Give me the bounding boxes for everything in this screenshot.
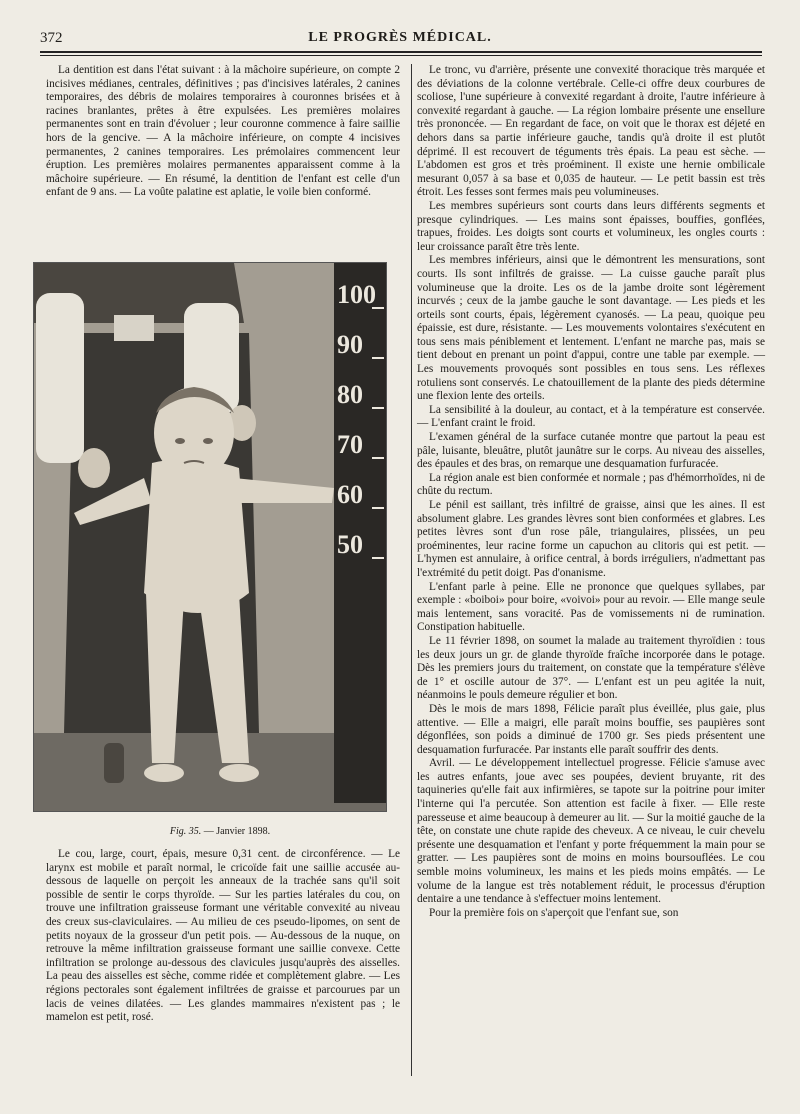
- column-divider: [411, 64, 412, 1076]
- scale-label: 90: [337, 330, 363, 359]
- right-column: [417, 64, 765, 920]
- page-header: [40, 30, 760, 50]
- page-number: 372: [40, 30, 63, 46]
- header-rule-thick: [40, 51, 762, 53]
- paragraph: Les membres inférieurs, ainsi que le démontrent les mensurations, sont courts. Ils sont infiltrés de graisse. — La cuisse gauche paraît plus volumineuse que la droite. Les os de la jambe droite sont légèrement incurvés ; ceux de la jambe gauche le sont davantage. — Les pieds et les orteils sont courts, épais, légèrement cyanosés. — La peau, quoique peu épaissie, est dure, résistante. — Les mouvements volontaires s'exécutent en tous sens mais péniblement et lentement. L'enfant ne marche pas, mais se tient debout en prenant un point d'appui, contre une table par exemple. — Les mouvements provoqués sont possibles en tous sens. Les réflexes rotuliens sont conservés. Le chatouillement de la plante des pieds détermine une flexion lente des orteils.: [417, 254, 765, 403]
- figure-photograph: [33, 262, 387, 812]
- paragraph: La sensibilité à la douleur, au contact, et à la température est conservée. — L'enfant craint le froid.: [417, 403, 765, 430]
- caption-text: — Janvier 1898.: [203, 826, 271, 837]
- paragraph: L'examen général de la surface cutanée montre que partout la peau est pâle, luisante, bleuâtre, plutôt jaunâtre sur le corps. Au niveau des aisselles, des épaules et des bras, on remarque une desquamation furfuracée.: [417, 431, 765, 471]
- paragraph: Dès le mois de mars 1898, Félicie paraît plus éveillée, plus gaie, plus attentive. — Elle a maigri, elle paraît moins bouffie, ses paupières sont dégonflées, son poids a diminué de 1700 gr. Ses pieds présentent une desquamation furfuracée. Par instants elle paraît souffrir des dents.: [417, 702, 765, 756]
- paragraph: Le tronc, vu d'arrière, présente une convexité thoracique très marquée et des déviations de la colonne vertébrale. Celle-ci offre deux courbures de scoliose, l'une supérieure à convexité regardant à droite, l'autre inférieure à convexité regardant à gauche. — La région lombaire présente une ensellure très prononcée. — En regardant de face, on voit que le thorax est déjeté en dehors dans sa partie inférieure gauche, tandis qu'à droite il est plutôt déprimé. Il est recouvert de téguments très épais. La peau est sèche. — L'abdomen est gros et très proéminent. Il existe une hernie ombilicale mesurant 0,057 à sa base et 0,035 de hauteur. — Le petit bassin est très étroit. Les fesses sont fermes mais peu volumineuses.: [417, 64, 765, 199]
- figure-caption: [40, 826, 400, 837]
- caption-number: Fig. 35.: [169, 826, 202, 837]
- paragraph: Avril. — Le développement intellectuel progresse. Félicie s'amuse avec les autres enfants, joue avec ses poupées, devient bruyante, rit des taquineries qu'elle fait aux infirmières, se tapote sur la poitrine pour imiter l'interne qui l'a percutée. Son attention est facile à fixer. — Elle reste paresseuse et aime beaucoup à demeurer au lit. — Sur la moitié gauche de la tête, on constate une chute rapide des cheveux. A ce niveau, le cuir chevelu présente une desquamation et l'enfant y porte fréquemment la main pour se gratter. — Les paupières sont de moins en moins boursouflées. Le cou semble moins volumineux, les mains et les pieds moins empâtés. — Le volume de la langue est très notablement réduit, le processus d'éruption dentaire a une tendance à s'effectuer moins lentement.: [417, 757, 765, 906]
- scale-label: 80: [337, 380, 363, 409]
- paragraph: Le 11 février 1898, on soumet la malade au traitement thyroïdien : tous les deux jours un gr. de glande thyroïde fraîche incorporée dans le potage. Dès les premiers jours du traitement, on constate que la température s'élève de 1° et oscille autour de 37°. — L'enfant est un peu agitée la nuit, néanmoins le pouls demeure régulier et bon.: [417, 634, 765, 702]
- header-rule-thin: [40, 55, 762, 56]
- paragraph: Les membres supérieurs sont courts dans leurs différents segments et presque cylindriques. — Les mains sont épaisses, bouffies, gonflées, trapues, froides. Les doigts sont courts et volumineux, les ongles courts : leur croissance paraît être très lente.: [417, 199, 765, 253]
- paragraph: La région anale est bien conformée et normale ; pas d'hémorrhoïdes, ni de chûte du rectum.: [417, 471, 765, 498]
- left-column-top: [46, 64, 400, 200]
- paragraph: Pour la première fois on s'aperçoit que l'enfant sue, son: [429, 906, 679, 919]
- scale-label: 70: [337, 430, 363, 459]
- scale-label: 100: [337, 280, 376, 309]
- paragraph: La dentition est dans l'état suivant : à la mâchoire supérieure, on compte 2 incisives médianes, centrales, définitives ; pas d'incisives latérales, 2 canines temporaires, des débris de molaires temporaires à couronnes brisées et à racines branlantes, prêtes à être expulsées. Les premières molaires permanentes sont en train d'évoluer ; leur couronne commence à faire saillie hors de la gencive. — A la mâchoire inférieure, on compte 4 incisives permanentes, 2 canines temporaires. Les prémolaires commencent leur éruption. Les premières molaires permanentes apparaissent comme à la mâchoire supérieure. — En résumé, la dentition de l'enfant est celle d'un enfant de 9 ans. — La voûte palatine est aplatie, le voile bien conformé.: [46, 64, 400, 199]
- scale-label: 60: [337, 480, 363, 509]
- paragraph: Le cou, large, court, épais, mesure 0,31 cent. de circonférence. — Le larynx est mobile et paraît normal, le cricoïde fait une saillie accusée au-dessous de laquelle on perçoit les anneaux de la trachée sans qu'il soit possible de sentir le corps thyroïde. — Sur les parties latérales du cou, on trouve une infiltration graisseuse formant une véritable convexité au niveau des creux sus-claviculaires. — Au milieu de ces pseudo-lipomes, on sent de petits noyaux de la grosseur d'un petit pois. — Au-dessous de la nuque, on retrouve la même infiltration graisseuse formant une saillie convexe. Cette infiltration se prolonge au-dessous des clavicules jusqu'auprès des aisselles. La peau des aisselles est sèche, comme ridée et complètement glabre. — Les régions pectorales sont également infiltrées de graisse et parcourues par un lacis de veines dilatées. — Les glandes mammaires n'existent pas ; le mamelon est petit, rosé.: [46, 848, 400, 1024]
- left-column-bottom: [46, 848, 400, 1025]
- paragraph: Le pénil est saillant, très infiltré de graisse, ainsi que les aines. Il est absolument glabre. Les grandes lèvres sont bien conformées et glabres. Les petites lèvres sont d'un rose pâle, triangulaires, plissées, un peu proéminentes, leur racine forme un capuchon au clitoris qui est petit. — L'hymen est annulaire, à orifice central, à bords irréguliers, n'admettant pas l'extrémité du petit doigt. Pas d'onanisme.: [417, 499, 765, 579]
- paragraph: L'enfant parle à peine. Elle ne prononce que quelques syllabes, par exemple : «boiboi» pour boire, «voivoi» pour au revoir. — Elle mange seule mais lentement, sans voracité. Pas de vomissements ni de rumination. Constipation habituelle.: [417, 580, 765, 634]
- journal-title: LE PROGRÈS MÉDICAL.: [308, 30, 492, 45]
- scale-label: 50: [337, 530, 363, 559]
